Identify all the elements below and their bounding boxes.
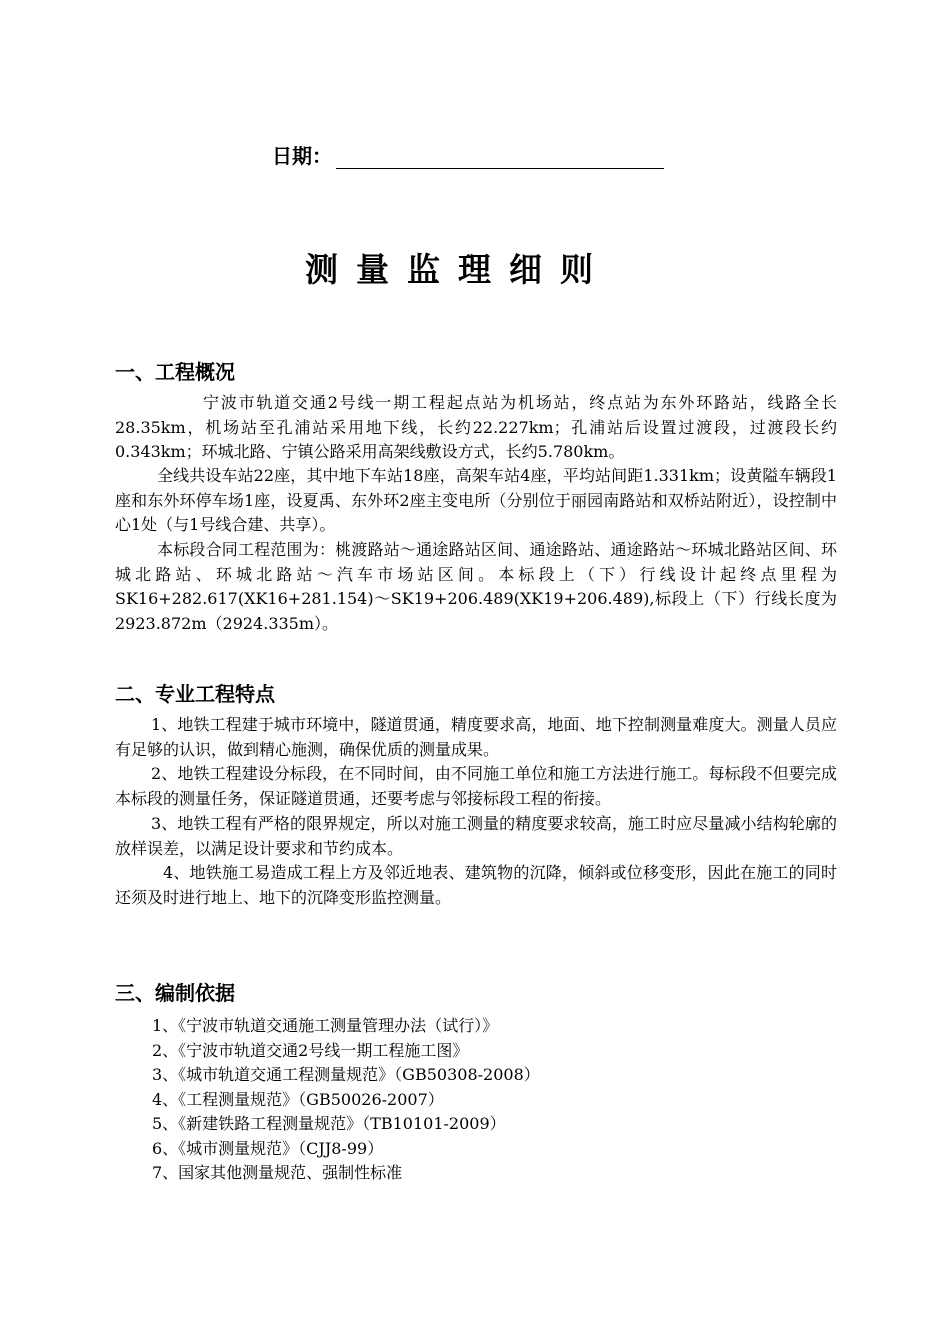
section-1-paragraph: 全线共设车站22座，其中地下车站18座，高架车站4座，平均站间距1.331km；设黄隘车辆段1座和东外环停车场1座，设夏禹、东外环2座主变电所（分别位于丽园南路站和双桥站附近），设控制中心1处（与1号线合建、共享）。 — [115, 466, 837, 534]
document-title: 测量监理细则 — [305, 250, 611, 289]
date-field — [272, 140, 664, 169]
section-3-heading: 三、编制依据 — [115, 981, 235, 1005]
reference-item: 3、《城市轨道交通工程测量规范》（GB50308-2008） — [152, 1065, 540, 1084]
reference-item: 6、《城市测量规范》（CJJ8-99） — [152, 1139, 384, 1158]
section-2-paragraph: 2、地铁工程建设分标段，在不同时间，由不同施工单位和施工方法进行施工。每标段不但要完成本标段的测量任务，保证隧道贯通，还要考虑与邻接标段工程的衔接。 — [115, 764, 837, 808]
reference-item: 2、《宁波市轨道交通2号线一期工程施工图》 — [152, 1041, 469, 1060]
section-1-heading: 一、工程概况 — [115, 360, 235, 384]
section-2-paragraph: 4、地铁施工易造成工程上方及邻近地表、建筑物的沉降，倾斜或位移变形，因此在施工的同时还须及时进行地上、地下的沉降变形监控测量。 — [115, 863, 837, 907]
section-2-heading: 二、专业工程特点 — [115, 682, 275, 706]
section-1-paragraph: 本标段合同工程范围为：桃渡路站～通途路站区间、通途路站、通途路站～环城北路站区间、环城北路站、环城北路站～汽车市场站区间。本标段上（下）行线设计起终点里程为SK16+282.617(XK16+281.154)～SK19+206.489(XK19+206.489),标段上（下）行线长度为2923.872m（2924.335m）。 — [115, 540, 837, 633]
section-2-paragraph: 1、地铁工程建于城市环境中，隧道贯通，精度要求高，地面、地下控制测量难度大。测量人员应有足够的认识，做到精心施测，确保优质的测量成果。 — [115, 715, 837, 759]
date-blank-line — [336, 146, 664, 169]
section-2-paragraph: 3、地铁工程有严格的限界规定，所以对施工测量的精度要求较高，施工时应尽量减小结构轮廓的放样误差，以满足设计要求和节约成本。 — [115, 814, 837, 858]
reference-item: 1、《宁波市轨道交通施工测量管理办法（试行）》 — [152, 1016, 499, 1035]
reference-item: 5、《新建铁路工程测量规范》（TB10101-2009） — [152, 1114, 506, 1133]
reference-item: 7、国家其他测量规范、强制性标准 — [152, 1163, 403, 1182]
section-1-paragraph: 宁波市轨道交通2号线一期工程起点站为机场站，终点站为东外环路站，线路全长28.35km，机场站至孔浦站采用地下线，长约22.227km；孔浦站后设置过渡段，过渡段长约0.343km；环城北路、宁镇公路采用高架线敷设方式，长约5.780km。 — [115, 393, 837, 461]
date-label: 日期： — [272, 144, 332, 168]
reference-item: 4、《工程测量规范》（GB50026-2007） — [152, 1090, 444, 1109]
